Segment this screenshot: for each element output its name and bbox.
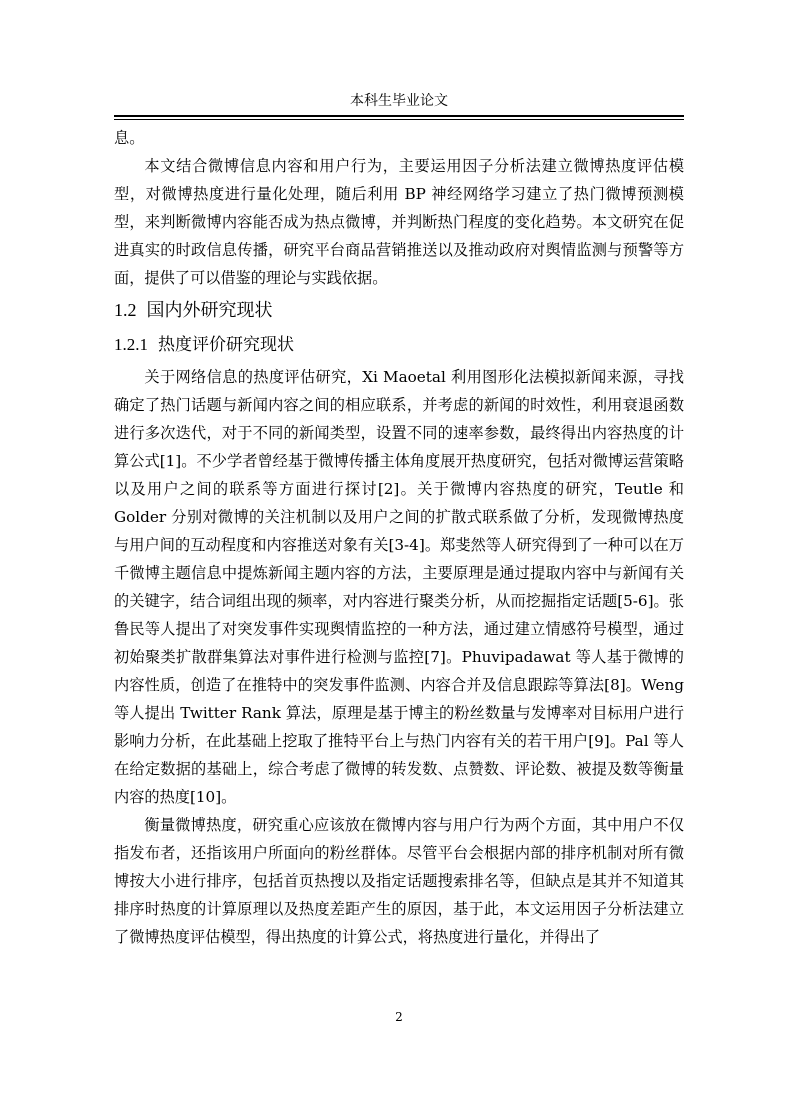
header-rule-thin — [114, 119, 684, 120]
section-title: 国内外研究现状 — [146, 300, 273, 321]
page-header: 本科生毕业论文 — [350, 93, 448, 109]
subsection-title: 热度评价研究现状 — [158, 335, 294, 355]
paragraph-discussion: 衡量微博热度，研究重心应该放在微博内容与用户行为两个方面，其中用户不仅指发布者，还指该用户所面向的粉丝群体。尽管平台会根据内部的排序机制对所有微博按大小进行排序，包括首页热搜以及指定话题搜索排名等，但缺点是其并不知道其排序时热度的计算原理以及热度差距产生的原因，基于此，本文运用因子分析法建立了微博热度评估模型，得出热度的计算公式，将热度进行量化，并得出了 — [114, 816, 684, 946]
paragraph-intro: 本文结合微博信息内容和用户行为，主要运用因子分析法建立微博热度评估模型，对微博热度进行量化处理，随后利用 BP 神经网络学习建立了热门微博预测模型，来判断微博内容能否成为热点微博，并判断热门程度的变化趋势。本文研究在促进真实的时政信息传播，研究平台商品营销推送以及推动政府对舆情监测与预警等方面，提供了可以借鉴的理论与实践依据。 — [114, 157, 684, 287]
header-rule-thick — [114, 115, 684, 117]
paragraph-literature: 关于网络信息的热度评估研究，Xi Maoetal 利用图形化法模拟新闻来源，寻找确定了热门话题与新闻内容之间的相应联系，并考虑的新闻的时效性，利用衰退函数进行多次迭代，对于不同的新闻类型，设置不同的速率参数，最终得出内容热度的计算公式[1]。不少学者曾经基于微博传播主体角度展开热度研究，包括对微博运营策略以及用户之间的联系等方面进行探讨[2]。关于微博内容热度的研究，Teutle 和 Golder 分别对微博的关注机制以及用户之间的扩散式联系做了分析，发现微博热度与用户间的互动程度和内容推送对象有关[3-4]。郑斐然等人研究得到了一种可以在万千微博主题信息中提炼新闻主题内容的方法，主要原理是通过提取内容中与新闻有关的关键字，结合词组出现的频率，对内容进行聚类分析，从而挖掘指定话题[5-6]。张鲁民等人提出了对突发事件实现舆情监控的一种方法，通过建立情感符号模型，通过初始聚类扩散群集算法对事件进行检测与监控[7]。Phuvipadawat 等人基于微博的内容性质，创造了在推特中的突发事件监测、内容合并及信息跟踪等算法[8]。Weng 等人提出 Twitter Rank 算法，原理是基于博主的粉丝数量与发博率对目标用户进行影响力分析，在此基础上挖取了推特平台上与热门内容有关的若干用户[9]。Pal 等人在给定数据的基础上，综合考虑了微博的转发数、点赞数、评论数、被提及数等衡量内容的热度[10]。 — [114, 368, 684, 806]
page-number: 2 — [395, 1010, 403, 1024]
paragraph-continuation: 息。 — [114, 129, 145, 147]
subsection-number: 1.2.1 — [114, 335, 148, 354]
section-number: 1.2 — [114, 300, 137, 320]
section-heading — [114, 292, 684, 329]
subsection-heading — [114, 329, 684, 363]
body-text — [114, 124, 684, 951]
